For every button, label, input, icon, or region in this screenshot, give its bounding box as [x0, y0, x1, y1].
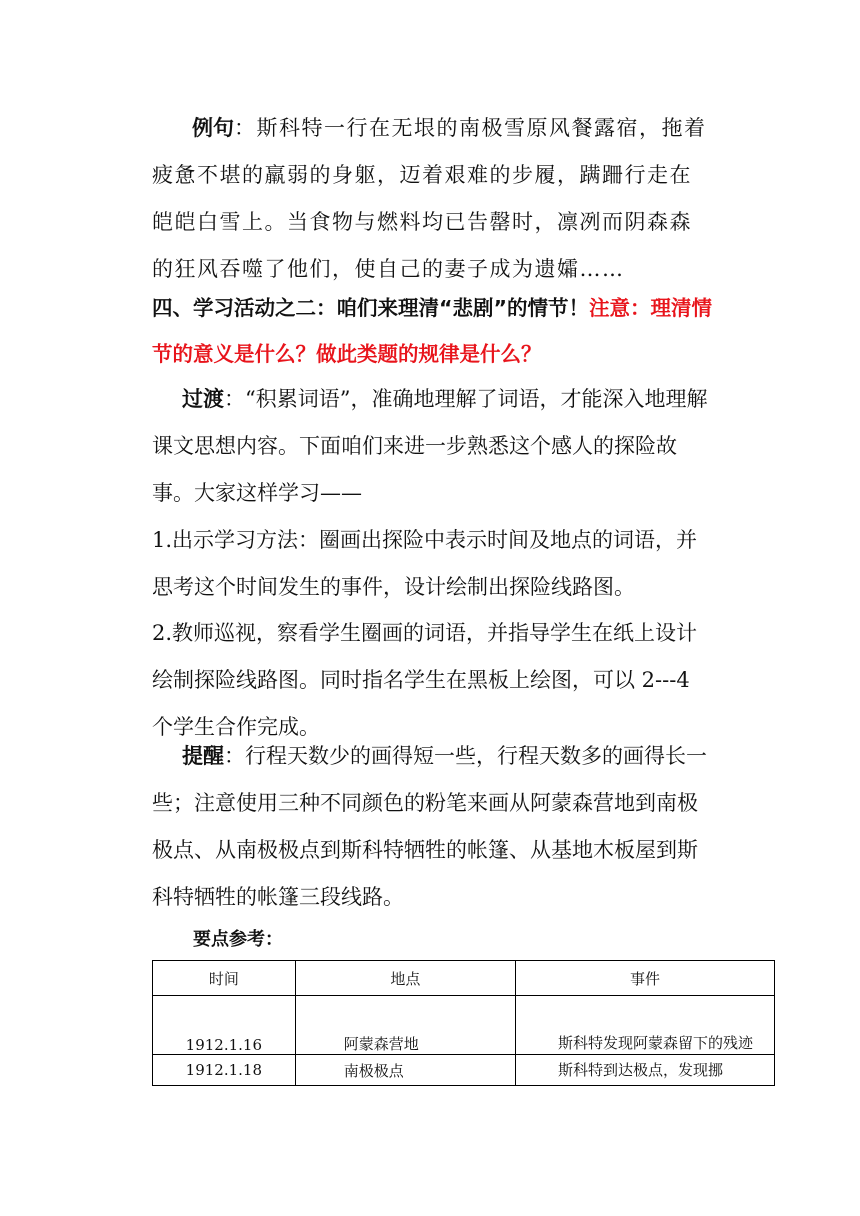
section-heading — [152, 285, 712, 377]
remind-text: ：行程天数少的画得短一些，行程天数多的画得长一些；注意使用三种不同颜色的粉笔来画从阿蒙森营地到南极极点、从南极极点到斯科特牺牲的帐篷、从基地木板屋到斯科特牺牲的帐篷三段线路。 — [152, 744, 707, 909]
cell-event — [515, 996, 774, 1055]
step-1: 1.出示学习方法：圈画出探险中表示时间及地点的词语，并思考这个时间发生的事件，设计绘制出探险线路图。 — [152, 528, 698, 599]
header-time: 时间 — [153, 961, 296, 996]
reference-label: 要点参考： — [193, 929, 283, 950]
step-2: 2.教师巡视，察看学生圈画的词语，并指导学生在纸上设计绘制探险线路图。同时指名学生在黑板上绘图，可以 2---4 个学生合作完成。 — [152, 621, 698, 739]
remind-paragraph — [152, 733, 712, 921]
transition-paragraph — [152, 376, 712, 517]
example-text: ：斯科特一行在无垠的南极雪原风餐露宿，拖着疲惫不堪的羸弱的身躯，迈着艰难的步履，蹒跚行走在皑皑白雪上。当食物与燃料均已告罄时，凛冽而阴森森的狂风吞噬了他们，使自己的妻子成为遗孀…… — [152, 116, 707, 281]
cell-place: 南极极点 — [295, 1055, 515, 1086]
events-table — [152, 960, 775, 1086]
table-row — [153, 1055, 775, 1086]
cell-place: 阿蒙森营地 — [295, 996, 515, 1055]
transition-label: 过渡 — [182, 387, 224, 411]
cell-event-text: 斯科特到达极点，发现挪 — [557, 1061, 723, 1079]
section-note: 注意：理清情节的意义是什么？做此类题的规律是什么？ — [152, 296, 712, 366]
example-paragraph — [152, 105, 712, 293]
section-title: 四、学习活动之二：咱们来理清“悲剧”的情节！ — [152, 296, 589, 320]
cell-time: 1912.1.18 — [153, 1055, 296, 1086]
table-row — [153, 996, 775, 1055]
transition-text: ：“积累词语”，准确地理解了词语，才能深入地理解课文思想内容。下面咱们来进一步熟悉这个感人的探险故事。大家这样学习—— — [152, 387, 708, 505]
example-label: 例句 — [192, 116, 234, 140]
remind-label: 提醒 — [182, 744, 224, 768]
cell-event-text: 斯科特发现阿蒙森留下的残迹 — [557, 1034, 753, 1052]
header-event: 事件 — [515, 961, 774, 996]
header-place: 地点 — [295, 961, 515, 996]
cell-time: 1912.1.16 — [153, 996, 296, 1055]
table-header-row — [153, 961, 775, 996]
cell-event — [515, 1055, 774, 1086]
